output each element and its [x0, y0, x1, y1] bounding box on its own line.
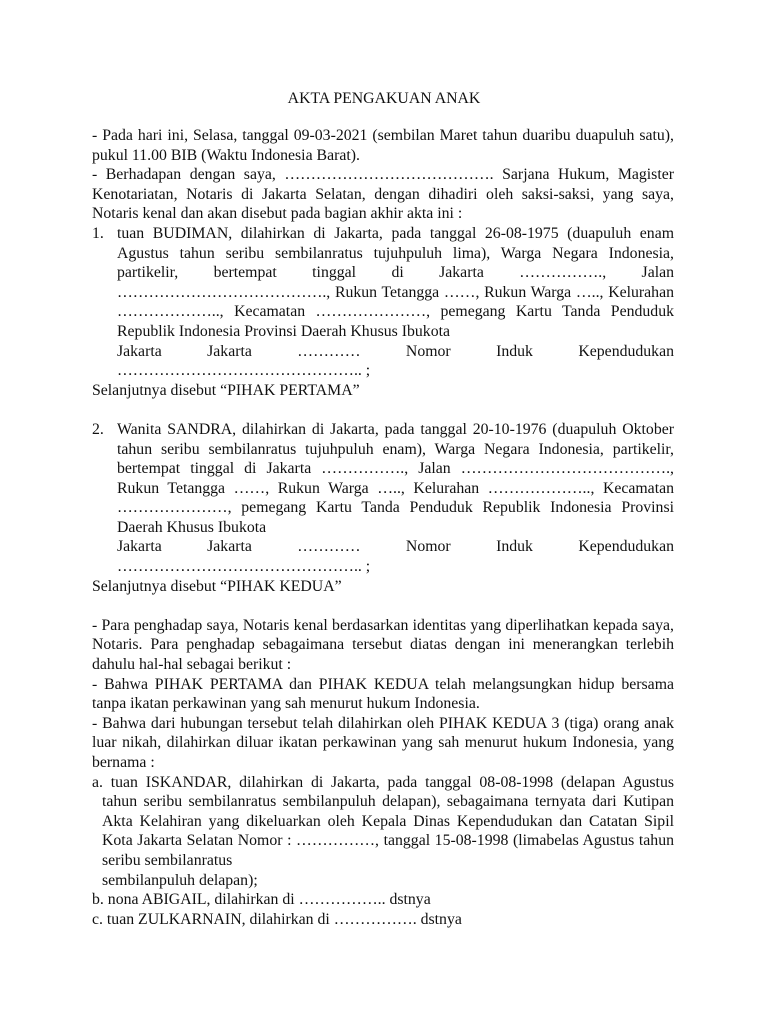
intro-paragraph-notary: - Berhadapan dengan saya, …………………………………. Sarjana Hukum, Magister Kenotariatan, Notaris di Jakarta Selatan, dengan dihadiri oleh saksi-saksi, yang saya, Notaris kenal dan akan disebut pada bagian akhir akta ini : — [92, 166, 674, 223]
party-2-item — [92, 420, 674, 577]
party-2-nik-dots: ……………………………………….. ; — [117, 558, 371, 576]
child-b-text: b. nona ABIGAIL, dilahirkan di …………….. dstnya — [92, 891, 431, 909]
party-2-text: Wanita SANDRA, dilahirkan di Jakarta, pada tanggal 20-10-1976 (duapuluh Oktober tahun seribu sembilanratus tujuhpuluh enam), Warga Negara Indonesia, partikelir, bertempat tinggal di Jakarta ……………., Jalan …………………………………., Rukun Tetangga ……, Rukun Warga ….., Kelurahan ……………….., Kecamatan …………………, pemegang Kartu Tanda Penduduk Republik Indonesia Provinsi Daerah Khusus Ibukota — [117, 420, 674, 536]
party-2-number: 2. — [92, 420, 104, 438]
party-1-text: tuan BUDIMAN, dilahirkan di Jakarta, pada tanggal 26-08-1975 (duapuluh enam Agustus tahun seribu sembilanratus tujuhpuluh lima), Warga Negara Indonesia, partikelir, bertempat tinggal di Jakarta ……………., Jalan …………………………………., Rukun Tetangga ……, Rukun Warga ….., Kelurahan ……………….., Kecamatan …………………, pemegang Kartu Tanda Penduduk Republik Indonesia Provinsi Daerah Khusus Ibukota — [117, 224, 674, 340]
child-a-text-end: sembilanpuluh delapan); — [102, 871, 258, 889]
party-1-number: 1. — [92, 224, 104, 242]
party-1-designation: Selanjutnya disebut “PIHAK PERTAMA” — [92, 381, 360, 399]
party-2-designation: Selanjutnya disebut “PIHAK KEDUA” — [92, 577, 342, 595]
party-1-nik-dots: ……………………………………….. ; — [117, 362, 371, 380]
document-title: AKTA PENGAKUAN ANAK — [287, 90, 481, 107]
document-body — [92, 126, 674, 929]
party-1-nik-line: Jakarta Jakarta ………… Nomor Induk Kependudukan — [117, 342, 674, 360]
statement-identity: - Para penghadap saya, Notaris kenal berdasarkan identitas yang diperlihatkan kepada saya, Notaris. Para penghadap sebagaimana tersebut diatas dengan ini menerangkan terlebih dahulu hal-hal sebagai berikut : — [92, 616, 674, 674]
child-a-text: a. tuan ISKANDAR, dilahirkan di Jakarta, pada tanggal 08-08-1998 (delapan Agustus tahun seribu sembilanratus sembilanpuluh delapan), sebagaimana ternyata dari Kutipan Akta Kelahiran yang dikeluarkan oleh Kepala Dinas Kependudukan dan Catatan Sipil Kota Jakarta Selatan Nomor : ……………, tanggal 15-08-1998 (limabelas Agustus tahun seribu sembilanratus — [92, 773, 674, 869]
statement-cohabitation: - Bahwa PIHAK PERTAMA dan PIHAK KEDUA telah melangsungkan hidup bersama tanpa ikatan perkawinan yang sah menurut hukum Indonesia. — [92, 675, 674, 713]
party-1-details — [117, 224, 674, 381]
intro-paragraph-date: - Pada hari ini, Selasa, tanggal 09-03-2021 (sembilan Maret tahun duaribu duapuluh satu), pukul 11.00 BIB (Waktu Indonesia Barat). — [92, 127, 674, 164]
child-c-text: c. tuan ZULKARNAIN, dilahirkan di ……………. dstnya — [92, 910, 462, 928]
party-2-nik-line: Jakarta Jakarta ………… Nomor Induk Kependudukan — [117, 538, 674, 556]
party-2-details — [117, 420, 674, 577]
statement-children: - Bahwa dari hubungan tersebut telah dilahirkan oleh PIHAK KEDUA 3 (tiga) orang anak luar nikah, dilahirkan diluar ikatan perkawinan yang sah menurut hukum Indonesia, yang bernama : — [92, 714, 674, 771]
party-1-item — [92, 224, 674, 381]
